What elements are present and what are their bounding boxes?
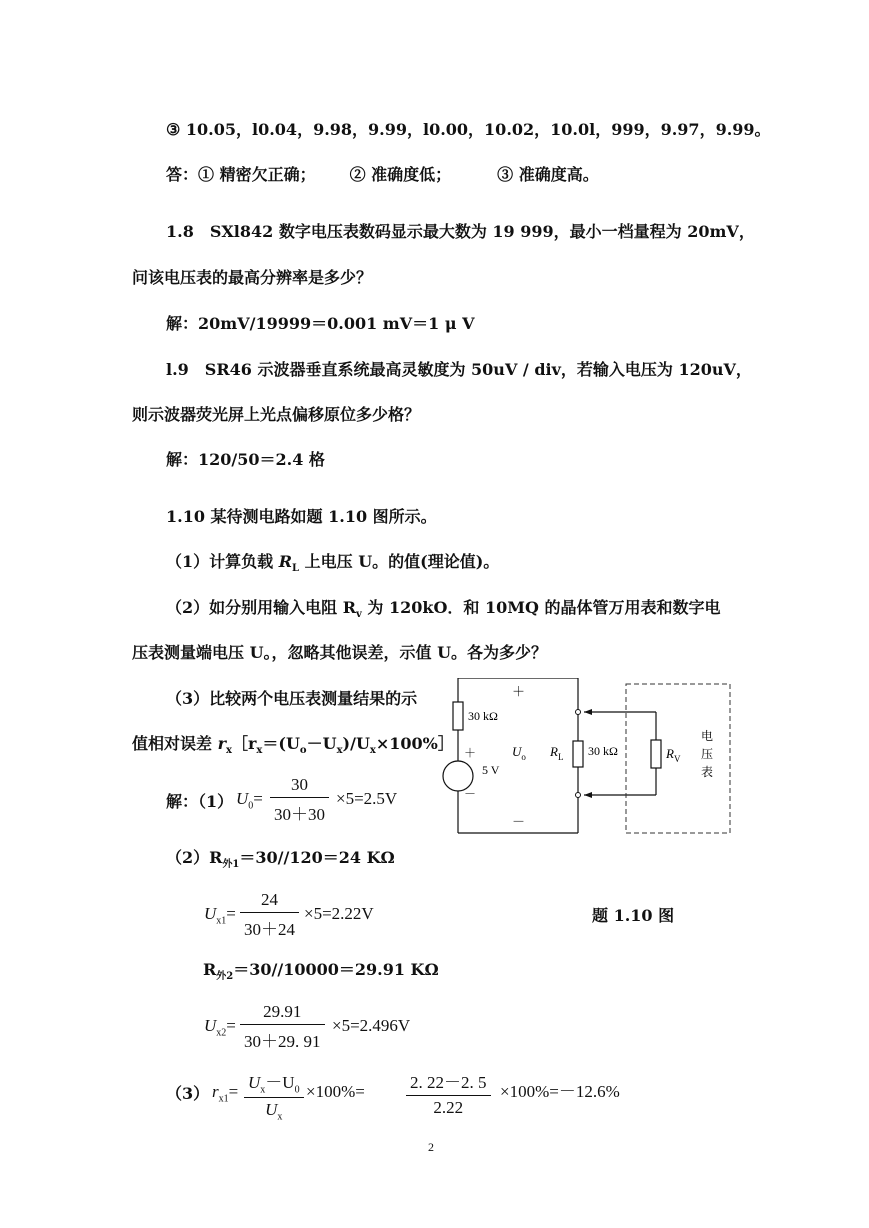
problem-1-8-solution: 解：20mV/19999＝0.001 mV＝1 μ V — [166, 314, 475, 333]
solution-2-line: $(2)R_{外1}=30//120=24$ KΩ — [166, 848, 395, 871]
resistor-source — [453, 702, 463, 730]
equation-ux2-fraction: $\frac{29.91}{30+29. 91}$ — [240, 1002, 325, 1052]
resistor-load — [573, 741, 583, 767]
arrow-top-icon — [584, 709, 592, 715]
equation-r-mid: ×100%= — [306, 1082, 365, 1101]
solution-2b-line: $R_{外2}=30//10000=29.91$ KΩ — [203, 960, 439, 983]
problem-1-9-solution: 解：120/50＝2.4 格 — [166, 450, 325, 469]
problem-1-10-q3-line2: 值相对误差 $r_x[r_x=(U_o-U_x)/U_x\times 100\%]$ — [132, 734, 454, 757]
equation-r-rhs: ×100%=－12.6% — [500, 1082, 620, 1101]
meter-char-2: 压 — [701, 747, 714, 761]
answer-3: ③ 准确度高。 — [497, 165, 599, 184]
rv-label: $R_V$ — [666, 746, 681, 764]
terminal-top — [576, 710, 581, 715]
q3-values-line: ③ 10.05，l0.04，9.98，9.99，l0.00，10.02，10.0l，999，9.97，9.99。 — [166, 120, 771, 139]
answer-2: ② 准确度低； — [349, 165, 452, 184]
meter-char-3: 表 — [701, 765, 714, 779]
problem-1-10-q3-line1: （3）比较两个电压表测量结果的示 — [166, 689, 418, 708]
equation-ux2-lhs: $U_{x2}=$ — [204, 1016, 236, 1039]
uo-label: $U_o$ — [512, 744, 526, 762]
equation-ux1-lhs: $U_{x1}=$ — [204, 904, 236, 927]
problem-1-10-title: 1.10 某待测电路如题 1.10 图所示。 — [166, 507, 437, 526]
resistor-meter — [651, 740, 661, 768]
equation-u0-fraction: $\frac{30}{30+30}$ — [270, 775, 329, 825]
solution-1-label: 解：（1） — [166, 792, 234, 811]
answer-label: 答： — [166, 165, 199, 184]
equation-r-fraction-2: $\frac{2. 22-2. 5}{2.22}$ — [406, 1068, 491, 1118]
equation-ux1-rhs: ×5=2.22V — [304, 904, 374, 923]
source-resistor-label: 30 kΩ — [468, 709, 498, 723]
problem-1-10-q1: （1）计算负载 $R_L$ 上电压 U。的值(理论值)。 — [166, 552, 500, 575]
problem-1-9-line1: l.9 SR46 示波器垂直系统最高灵敏度为 50uV / div，若输入电压为 120uV， — [166, 360, 752, 379]
answer-1: ① 精密欠正确； — [198, 165, 316, 184]
plus-top-label: ＋ — [512, 684, 526, 699]
circuit-diagram — [438, 678, 748, 838]
terminal-bottom — [576, 793, 581, 798]
rl-label: $R_L$ — [550, 744, 564, 762]
source-minus-label: － — [464, 787, 477, 801]
equation-u0-lhs: $U_0=$ — [236, 789, 263, 812]
equation-ux2-rhs: ×5=2.496V — [332, 1016, 411, 1035]
equation-r-lhs: $r_{x1}=$ — [212, 1082, 239, 1105]
problem-1-10-q2-line1: （2）如分别用输入电阻 $R_v$ 为 120kO．和 10MQ 的晶体管万用表和数字电 — [166, 598, 721, 621]
arrow-bottom-icon — [584, 792, 592, 798]
rl-value-label: 30 kΩ — [588, 744, 618, 758]
problem-1-10-q2-line2: 压表测量端电压 U。，忽略其他误差，示值 U。各为多少？ — [132, 643, 548, 662]
problem-1-9-line2: 则示波器荧光屏上光点偏移原位多少格？ — [132, 405, 421, 424]
equation-u0-rhs: ×5=2.5V — [336, 789, 398, 808]
equation-ux1-fraction: $\frac{24}{30+24}$ — [240, 890, 299, 940]
source-plus-label: ＋ — [464, 746, 477, 760]
problem-1-8-line1: 1.8 SXl842 数字电压表数码显示最大数为 19 999，最小一档量程为 20mV， — [166, 222, 755, 241]
figure-caption: 题 1.10 图 — [592, 906, 675, 925]
equation-r-fraction-1: $\frac{U_x-U_0}{U_x}$ — [244, 1068, 304, 1123]
answer-line — [166, 165, 599, 185]
page-number: 2 — [428, 1140, 434, 1154]
meter-char-1: 电 — [701, 729, 714, 743]
source-value-label: 5 V — [482, 763, 500, 777]
minus-bottom-label: － — [512, 814, 526, 829]
problem-1-8-line2: 问该电压表的最高分辨率是多少？ — [132, 268, 373, 287]
solution-3-label: （3） — [166, 1084, 210, 1103]
